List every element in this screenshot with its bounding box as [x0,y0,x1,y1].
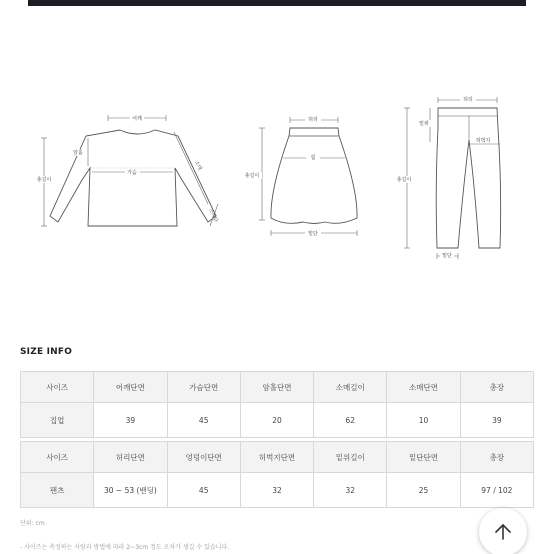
skirt-outline [271,128,357,224]
top-shoulder-label: 어깨 [132,116,142,122]
table-cell: 30 ~ 53 (밴딩) [94,473,167,508]
arrow-up-icon [493,522,513,542]
table-header-cell: 소매길이 [314,372,387,403]
size-diagram-svg [0,80,554,270]
pants-outline [436,108,500,248]
table-header-cell: 암홀단면 [240,372,313,403]
table-header-cell: 소매단면 [387,372,460,403]
pants-thigh-label: 허벅지 [475,138,491,144]
table-header-cell: 밑위길이 [314,442,387,473]
table-cell: 62 [314,403,387,438]
table-header-cell: 사이즈 [21,372,94,403]
skirt-waist-label: 허리 [308,117,318,123]
pants-length-label: 총길이 [396,177,412,183]
top-armhole-label: 암홀 [73,150,83,156]
size-note: - 사이즈는 측정하는 사람과 방법에 따라 2~3cm 정도 오차가 생길 수 있습니다. [20,544,230,551]
size-diagrams [0,80,554,270]
top-size-table [20,371,534,438]
scroll-to-top-button[interactable] [479,508,527,554]
table-cell: 팬츠 [21,473,94,508]
table-row [21,473,534,508]
skirt-hem-label: 밑단 [308,231,318,237]
table-header-row [21,372,534,403]
table-header-cell: 가슴단면 [167,372,240,403]
skirt-length-label: 총길이 [244,173,260,179]
table-header-cell: 사이즈 [21,442,94,473]
top-chest-label: 가슴 [127,170,137,176]
table-header-cell: 허벅지단면 [240,442,313,473]
table-cell: 45 [167,473,240,508]
table-header-cell: 총장 [460,372,533,403]
table-cell: 39 [460,403,533,438]
top-diagram [34,115,220,226]
table-cell: 45 [167,403,240,438]
pants-hem-label: 밑단 [442,253,452,259]
bottom-size-table [20,441,534,508]
table-cell: 10 [387,403,460,438]
top-cuff-label: 소매단 [207,207,219,224]
table-cell: 32 [314,473,387,508]
top-outline [50,130,216,226]
table-cell: 97 / 102 [460,473,533,508]
table-cell: 집업 [21,403,94,438]
table-cell: 20 [240,403,313,438]
pants-diagram [394,96,501,259]
product-image-bottom-edge [28,0,526,6]
skirt-hip-label: 힙 [310,155,316,161]
table-cell: 25 [387,473,460,508]
table-header-cell: 어깨단면 [94,372,167,403]
skirt-diagram [242,116,357,237]
table-row [21,403,534,438]
table-header-cell: 밑단단면 [387,442,460,473]
table-header-cell: 허리단면 [94,442,167,473]
top-length-label: 총길이 [36,177,52,183]
pants-rise-label: 밑위 [419,121,429,127]
top-sleeve-label: 소매 [193,159,203,172]
size-info-title: SIZE INFO [20,347,73,357]
unit-label: 단위: cm [20,520,45,527]
pants-waist-label: 허리 [463,97,473,103]
table-header-cell: 총장 [460,442,533,473]
table-cell: 32 [240,473,313,508]
table-cell: 39 [94,403,167,438]
table-header-cell: 엉덩이단면 [167,442,240,473]
table-header-row [21,442,534,473]
